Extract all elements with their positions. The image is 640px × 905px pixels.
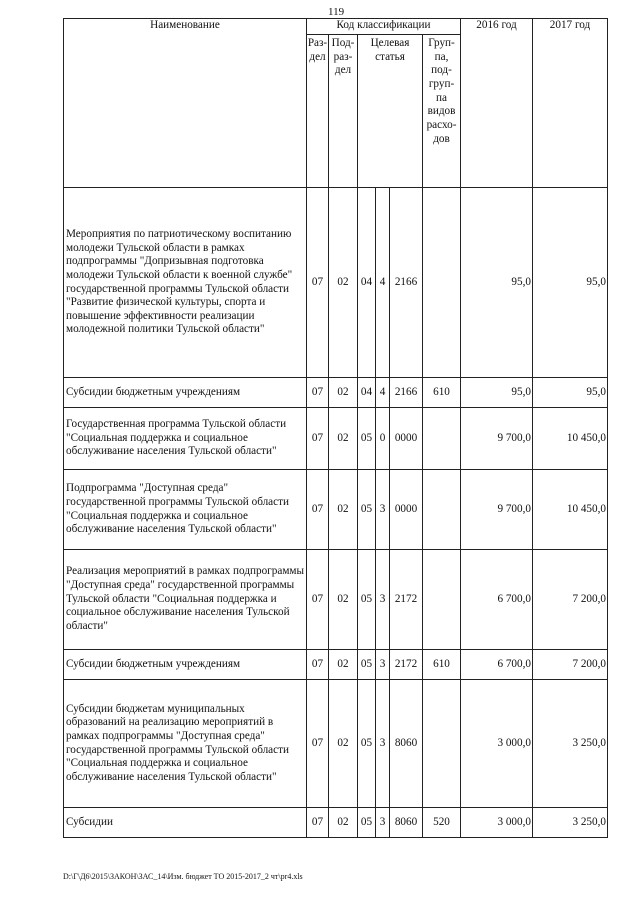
- row-target-article-program: 04: [358, 378, 376, 408]
- row-target-article-direction: 2172: [390, 550, 423, 650]
- header-classification-code: Код классификации: [307, 19, 461, 35]
- row-podrazdel: 02: [329, 550, 358, 650]
- header-group-line: расхо-: [426, 118, 457, 131]
- table-row: [64, 378, 608, 408]
- row-target-article-subprogram: 3: [376, 550, 390, 650]
- row-razdel: 07: [307, 378, 329, 408]
- header-expense-group: [423, 35, 461, 188]
- header-target-article-line: Целевая: [370, 37, 410, 49]
- row-target-article-program: 05: [358, 550, 376, 650]
- row-expense-type: [423, 550, 461, 650]
- row-expense-type: [423, 680, 461, 808]
- row-podrazdel: 02: [329, 470, 358, 550]
- table-row: [64, 680, 608, 808]
- row-target-article-subprogram: 3: [376, 808, 390, 838]
- row-razdel: 07: [307, 808, 329, 838]
- file-path-footer: D:\Г\Д6\2015\ЗАКОН\ЗАС_14\Изм. бюджет ТО 2015-2017_2 чт\pr4.xls: [63, 872, 303, 881]
- row-razdel: 07: [307, 650, 329, 680]
- header-podrazdel: [329, 35, 358, 188]
- row-target-article-subprogram: 3: [376, 470, 390, 550]
- row-target-article-direction: 2166: [390, 188, 423, 378]
- row-amount-2017: 10 450,0: [533, 408, 608, 470]
- row-razdel: 07: [307, 408, 329, 470]
- row-amount-2017: 7 200,0: [533, 550, 608, 650]
- row-target-article-program: 04: [358, 188, 376, 378]
- header-target-article-line: статья: [375, 50, 405, 63]
- row-target-article-program: 05: [358, 650, 376, 680]
- budget-table: [63, 18, 608, 838]
- row-amount-2017: 95,0: [533, 378, 608, 408]
- row-target-article-subprogram: 0: [376, 408, 390, 470]
- row-name: Субсидии бюджетным учреждениям: [64, 378, 307, 408]
- header-razdel-line: Раз-: [307, 37, 328, 49]
- row-razdel: 07: [307, 550, 329, 650]
- row-target-article-direction: 8060: [390, 808, 423, 838]
- row-razdel: 07: [307, 188, 329, 378]
- row-target-article-subprogram: 4: [376, 188, 390, 378]
- row-target-article-direction: 8060: [390, 680, 423, 808]
- header-podrazdel-line: раз-: [333, 50, 353, 63]
- header-year-2016: 2016 год: [461, 19, 533, 188]
- row-podrazdel: 02: [329, 680, 358, 808]
- row-name: Реализация мероприятий в рамках подпрограммы "Доступная среда" государственной программы Тульской области "Социальная поддержка и социальное обслуживание населения Тульской области": [64, 550, 307, 650]
- header-razdel: [307, 35, 329, 188]
- row-name: Подпрограмма "Доступная среда" государственной программы Тульской области "Социальная поддержка и социальное обслуживание населения Тульской области": [64, 470, 307, 550]
- header-target-article: [358, 35, 423, 188]
- header-podrazdel-line: дел: [334, 64, 352, 77]
- row-target-article-direction: 0000: [390, 408, 423, 470]
- row-amount-2017: 3 250,0: [533, 808, 608, 838]
- header-name: Наименование: [64, 19, 307, 188]
- row-amount-2016: 6 700,0: [461, 550, 533, 650]
- table-row: [64, 470, 608, 550]
- row-target-article-direction: 2166: [390, 378, 423, 408]
- row-name: Государственная программа Тульской области "Социальная поддержка и социальное обслуживание населения Тульской области": [64, 408, 307, 470]
- row-amount-2016: 3 000,0: [461, 680, 533, 808]
- header-group-line: груп-: [428, 77, 455, 90]
- row-target-article-subprogram: 3: [376, 650, 390, 680]
- row-expense-type: 520: [423, 808, 461, 838]
- row-target-article-program: 05: [358, 808, 376, 838]
- row-amount-2016: 9 700,0: [461, 470, 533, 550]
- row-expense-type: [423, 470, 461, 550]
- row-amount-2016: 6 700,0: [461, 650, 533, 680]
- row-expense-type: 610: [423, 378, 461, 408]
- row-amount-2016: 9 700,0: [461, 408, 533, 470]
- row-expense-type: [423, 408, 461, 470]
- row-name: Мероприятия по патриотическому воспитанию молодежи Тульской области в рамках подпрограммы "Допризывная подготовка молодежи Тульской области к военной службе" государственной программы Тульской области "Развитие физической культуры, спорта и повышение эффективности реализации молодежной политики Тульской области": [64, 188, 307, 378]
- row-target-article-program: 05: [358, 470, 376, 550]
- header-group-line: па: [436, 91, 447, 104]
- row-amount-2017: 7 200,0: [533, 650, 608, 680]
- page-number: 119: [328, 6, 345, 18]
- row-amount-2017: 3 250,0: [533, 680, 608, 808]
- row-podrazdel: 02: [329, 408, 358, 470]
- header-year-2017: 2017 год: [533, 19, 608, 188]
- table-row: [64, 188, 608, 378]
- header-group-line: видов: [427, 105, 456, 118]
- row-podrazdel: 02: [329, 650, 358, 680]
- row-amount-2016: 95,0: [461, 378, 533, 408]
- row-podrazdel: 02: [329, 378, 358, 408]
- table-row: [64, 550, 608, 650]
- row-name: Субсидии: [64, 808, 307, 838]
- header-razdel-line: дел: [309, 50, 326, 63]
- row-name: Субсидии бюджетным учреждениям: [64, 650, 307, 680]
- row-expense-type: 610: [423, 650, 461, 680]
- row-amount-2017: 10 450,0: [533, 470, 608, 550]
- header-group-line: Груп-: [428, 37, 455, 49]
- row-amount-2016: 3 000,0: [461, 808, 533, 838]
- row-amount-2016: 95,0: [461, 188, 533, 378]
- row-target-article-subprogram: 3: [376, 680, 390, 808]
- row-razdel: 07: [307, 470, 329, 550]
- row-expense-type: [423, 188, 461, 378]
- row-amount-2017: 95,0: [533, 188, 608, 378]
- row-razdel: 07: [307, 680, 329, 808]
- row-target-article-direction: 0000: [390, 470, 423, 550]
- row-podrazdel: 02: [329, 808, 358, 838]
- table-row: [64, 650, 608, 680]
- row-target-article-subprogram: 4: [376, 378, 390, 408]
- table-row: [64, 808, 608, 838]
- table-row: [64, 408, 608, 470]
- header-group-line: дов: [433, 132, 450, 145]
- row-target-article-program: 05: [358, 408, 376, 470]
- header-group-line: под-: [431, 64, 452, 77]
- row-podrazdel: 02: [329, 188, 358, 378]
- row-target-article-direction: 2172: [390, 650, 423, 680]
- header-podrazdel-line: Под-: [331, 37, 355, 49]
- row-target-article-program: 05: [358, 680, 376, 808]
- header-group-line: па,: [434, 50, 449, 63]
- row-name: Субсидии бюджетам муниципальных образований на реализацию мероприятий в рамках подпрограммы "Доступная среда" государственной программы Тульской области "Социальная поддержка и социальное обслуживание населения Тульской области": [64, 680, 307, 808]
